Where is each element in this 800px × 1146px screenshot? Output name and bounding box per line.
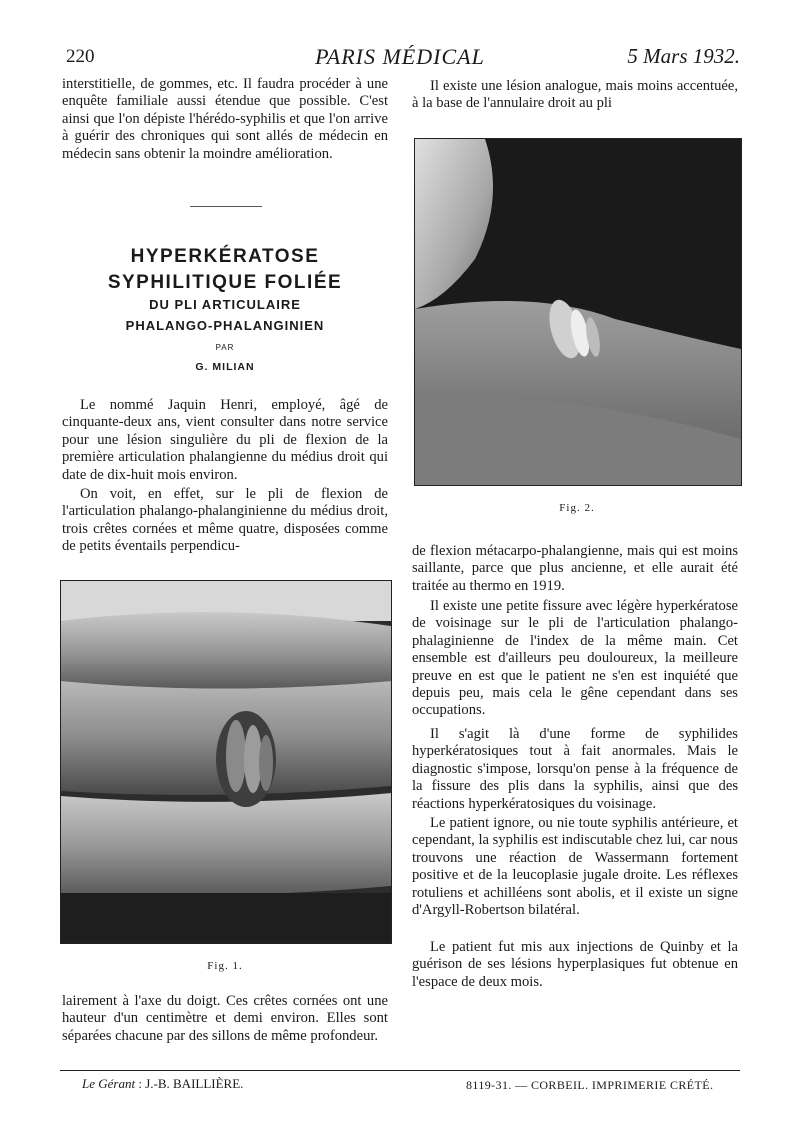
article-title-line1: HYPERKÉRATOSE [130, 246, 320, 267]
footer-rule [60, 1070, 740, 1071]
gerant-label: Le Gérant [82, 1076, 136, 1091]
right-paragraph-4: Il s'agit là d'une forme de syphilides hyperkératosiques tout à fait anormales. Mais le diagnostic s'impose, lorsqu'on pense à la fréquence de la fissure des plis dans la syphilis, ainsi que des réactions hyperkératosiques du voisinage. [412, 726, 738, 812]
article-title-line4: PHALANGO-PHALANGINIEN [125, 318, 325, 333]
right-paragraph-2: de flexion métacarpo-phalangienne, mais qui est moins saillante, parce que plus ancienne, et elle aurait été traitée au thermo en 1919. [412, 543, 738, 594]
journal-title: PARIS MÉDICAL [315, 44, 485, 69]
author-name: G. MILIAN [195, 361, 255, 373]
figure-2-caption: Fig. 2. [559, 502, 595, 514]
section-divider [190, 206, 262, 207]
figure-1-photo [60, 580, 392, 944]
left-paragraph-3: lairement à l'axe du doigt. Ces crêtes cornées ont une hauteur d'un centimètre et demi environ. Elles sont séparées chacune par des sillons de même profondeur. [62, 993, 388, 1044]
byline-par: PAR [215, 343, 235, 352]
right-paragraph-3: Il existe une petite fissure avec légère hyperkératose de voisinage sur le pli de l'articulation phalango-phalaginienne de l'index de la même main. Cet ensemble est d'ailleurs peu douloureux, la meilleure preuve en est que le patient ne s'en est inquiété que depuis peu, mais cela le gêne cependant dans ses occupations. [412, 598, 738, 719]
figure-2-photo [414, 138, 742, 486]
footer-gerant [82, 1076, 243, 1092]
page-number: 220 [66, 46, 95, 67]
left-intro-paragraph: interstitielle, de gommes, etc. Il faudra procéder à une enquête familiale aussi étendue que possible. C'est ainsi que l'on dépiste l'hérédo-syphilis et que l'on arrive à guérir des chroniques qui sont allés de médecin en médecin sans obtenir la moindre amélioration. [62, 76, 388, 162]
issue-date: 5 Mars 1932. [627, 44, 740, 68]
page-header [60, 44, 740, 74]
figure-1-caption: Fig. 1. [207, 960, 243, 972]
gerant-name: : J.-B. BAILLIÈRE. [135, 1076, 244, 1091]
right-paragraph-6: Le patient fut mis aux injections de Quinby et la guérison de ses lésions hyperplasiques fut obtenue en l'espace de deux mois. [412, 939, 738, 990]
hand-photo-illustration [415, 139, 741, 485]
fingers-photo-illustration [61, 581, 391, 943]
right-paragraph-5: Le patient ignore, ou nie toute syphilis antérieure, et cependant, la syphilis est indiscutable chez lui, car nous trouvons une réaction de Wassermann fortement positive et de la leucoplasie jugale droite. Les réflexes rotuliens et achilléens sont abolis, et il existe un signe d'Argyll-Robertson bilatéral. [412, 815, 738, 919]
footer-printer: 8119-31. — CORBEIL. IMPRIMERIE CRÉTÉ. [466, 1078, 714, 1092]
article-title-line3: DU PLI ARTICULAIRE [149, 297, 301, 312]
right-paragraph-1: Il existe une lésion analogue, mais moins accentuée, à la base de l'annulaire droit au pli [412, 78, 738, 112]
article-title-line2: SYPHILITIQUE FOLIÉE [107, 272, 343, 293]
left-paragraph-2: On voit, en effet, sur le pli de flexion de l'articulation phalango-phalanginienne du médius droit, trois crêtes cornées et même quatre, disposées comme de petits éventails perpendicu- [62, 486, 388, 555]
left-paragraph-1: Le nommé Jaquin Henri, employé, âgé de cinquante-deux ans, vient consulter dans notre service pour une lésion singulière du pli de flexion de la première articulation phalangienne du médius droit qui date de dix-huit mois environ. [62, 397, 388, 483]
